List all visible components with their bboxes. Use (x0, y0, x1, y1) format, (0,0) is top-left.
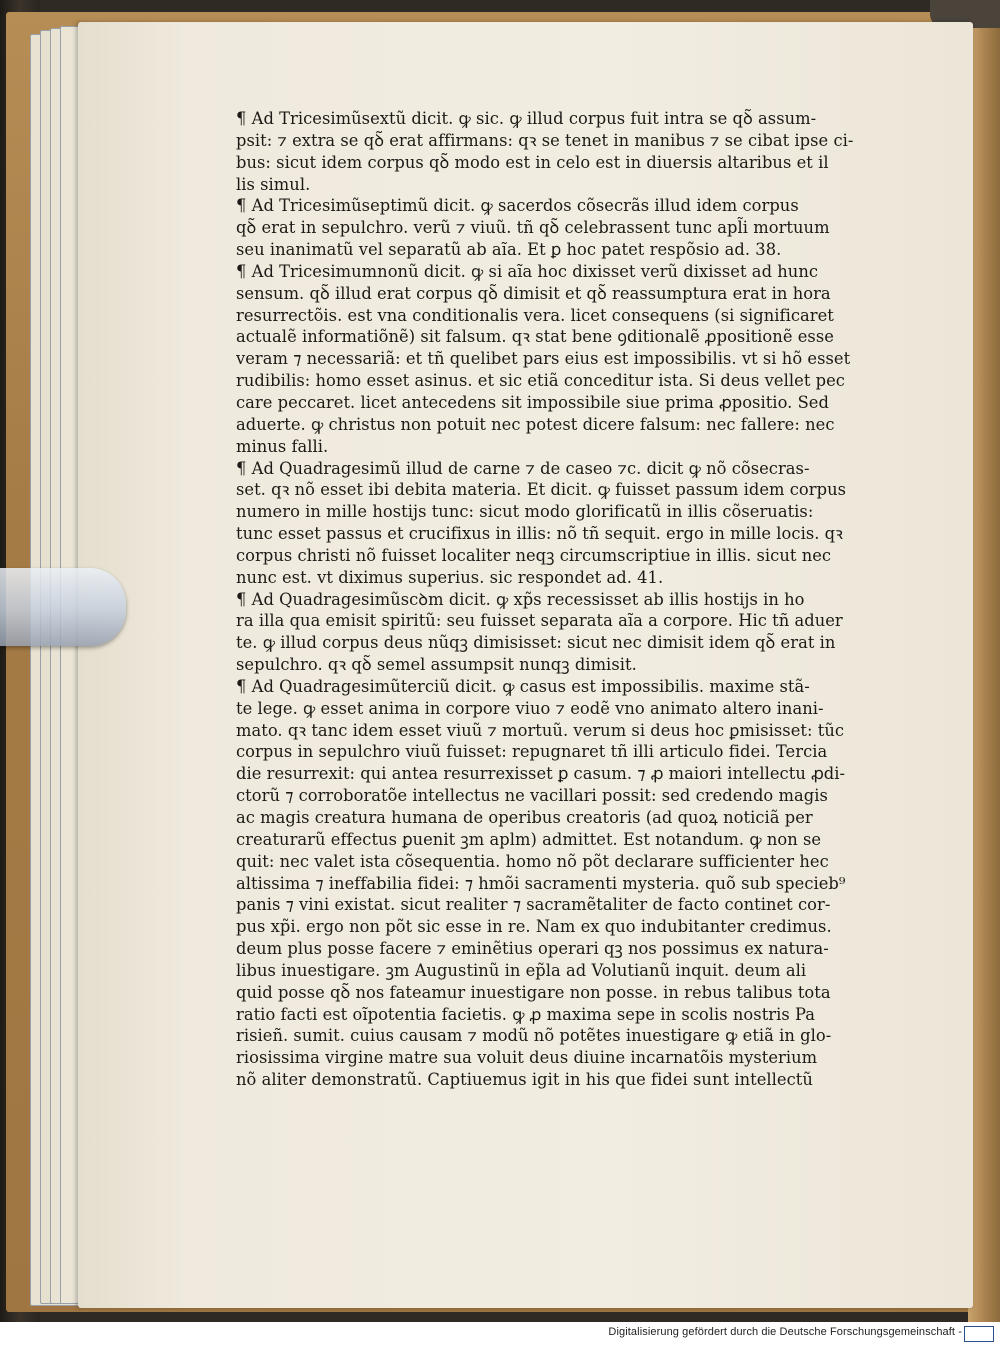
text-line: sensum. qꝺ̃ illud erat corpus qꝺ̃ dimisit et qꝺ̃ reassumptura erat in hora (236, 283, 831, 303)
footer-credit: Digitalisierung gefördert durch die Deutsche Forschungsgemeinschaft - (608, 1326, 962, 1338)
text-line: ¶ Ad Tricesimũsextũ dicit. ꝙ sic. ꝙ illud corpus fuit intra se qꝺ̃ assum- (236, 109, 817, 128)
text-line: panis ⁊ vini existat. sicut realiter ⁊ sacramẽtaliter de facto continet cor- (236, 895, 831, 915)
text-line: ¶ Ad Tricesimũseptimũ dicit. ꝙ sacerdos cõsecrãs illud idem corpus (236, 196, 799, 216)
text-line: te lege. ꝙ esset anima in corpore viuo ⁊ eodẽ vno animato altero inani- (236, 698, 824, 718)
text-line: ¶ Ad Quadragesimũ illud de carne ⁊ de caseo ⁊c. dicit ꝙ nõ cõsecras- (236, 458, 810, 478)
text-line: ra illa qua emisit spiritũ: seu fuisset separata aĩa a corpore. Hic tñ aduer (236, 611, 843, 631)
page-holder-clip (0, 568, 126, 646)
text-line: numero in mille hostijs tunc: sicut modo glorificatũ in illis cõseruatis: (236, 502, 814, 522)
text-line: deum plus posse facere ⁊ eminẽtius operari qꝫ nos possimus ex natura- (236, 939, 829, 959)
text-line: psit: ⁊ extra se qꝺ̃ erat affirmans: qꝛ se tenet in manibus ⁊ se cibat ipse ci- (236, 130, 854, 150)
text-line: pus xp̃i. ergo non põt sic esse in re. Nam ex quo indubitanter credimus. (236, 917, 832, 937)
text-line: tunc esset passus et crucifixus in illis: nõ tñ sequit. ergo in mille locis. qꝛ (236, 524, 843, 544)
text-line: nunc est. vt diximus superius. sic respondet ad. 41. (236, 567, 664, 587)
text-line: libus inuestigare. ꝫm Augustinũ in ep̃la ad Volutianũ inquit. deum ali (236, 960, 807, 980)
text-line: aduerte. ꝙ christus non potuit nec potest dicere falsum: nec fallere: nec (236, 414, 835, 434)
text-line: quit: nec valet ista cõsequentia. homo nõ põt declarare sufficienter hec (236, 851, 829, 871)
text-line: minus falli. (236, 436, 329, 456)
text-line: seu inanimatũ vel separatũ ab aĩa. Et ꝑ hoc patet respõsio ad. 38. (236, 240, 782, 260)
text-line: mato. qꝛ tanc idem esset viuũ ⁊ mortuũ. verum si deus hoc ꝑmisisset: tũc (236, 720, 845, 740)
text-line: die resurrexit: qui antea resurrexisset ꝑ casum. ⁊ ꝓ maiori intellectu ꝓdi- (236, 764, 846, 784)
text-line: qꝺ̃ erat in sepulchro. verũ ⁊ viuũ. tñ qꝺ̃ celebrassent tunc apl̃i mortuum (236, 218, 830, 238)
page-text-column (236, 108, 908, 1091)
text-line: ¶ Ad Quadragesimũscꝺm dicit. ꝙ xp̃s recessisset ab illis hostijs in ho (236, 589, 805, 609)
dfg-logo-icon (964, 1326, 994, 1342)
text-line: quid posse qꝺ̃ nos fateamur inuestigare non posse. in rebus talibus tota (236, 982, 831, 1002)
text-line: sepulchro. qꝛ qꝺ̃ semel assumpsit nunqꝫ dimisit. (236, 655, 637, 675)
text-line: riosissima virgine matre sua voluit deus diuine incarnatõis mysterium (236, 1048, 818, 1068)
text-line: corpus christi nõ fuisset localiter neqꝫ circumscriptiue in illis. sicut nec (236, 545, 832, 565)
text-line: veram ⁊ necessariã: et tñ quelibet pars eius est impossibilis. vt si hõ esset (236, 349, 851, 369)
text-line: te. ꝙ illud corpus deus nũqꝫ dimisisset: sicut nec dimisit idem qꝺ̃ erat in (236, 633, 836, 653)
text-line: risieñ. sumit. cuius causam ⁊ modũ nõ potẽtes inuestigare ꝙ etiã in glo- (236, 1026, 832, 1046)
text-line: ratio facti est oĩpotentia facietis. ꝙ ꝓ maxima sepe in scolis nostris Pa (236, 1004, 816, 1024)
text-line: set. qꝛ nõ esset ibi debita materia. Et dicit. ꝙ fuisset passum idem corpus (236, 480, 847, 500)
text-line: lis simul. (236, 174, 311, 194)
text-line: care peccaret. licet antecedens sit impossibile siue prima ꝓpositio. Sed (236, 392, 829, 412)
text-line: ¶ Ad Tricesimumnonũ dicit. ꝙ si aĩa hoc dixisset verũ dixisset ad hunc (236, 261, 819, 281)
text-line: ¶ Ad Quadragesimũterciũ dicit. ꝙ casus est impossibilis. maxime stã- (236, 676, 810, 696)
text-line: ac magis creatura humana de operibus creatoris (ad quoꝝ noticiã per (236, 808, 813, 827)
text-line: altissima ⁊ ineffabilia fidei: ⁊ hmõi sacramenti mysteria. quõ sub specieb⁹ (236, 873, 846, 893)
text-line: bus: sicut idem corpus qꝺ̃ modo est in celo est in diuersis altaribus et il (236, 152, 829, 172)
text-line: creaturarũ effectus ꝑuenit ꝫm aplm) admittet. Est notandum. ꝙ non se (236, 829, 822, 849)
text-line: nõ aliter demonstratũ. Captiuemus igit in his que fidei sunt intellectũ (236, 1070, 813, 1090)
text-line: corpus in sepulchro viuũ fuisset: repugnaret tñ illi articulo fidei. Tercia (236, 742, 828, 762)
text-line: ctorũ ⁊ corroboratõe intellectus ne vacillari possit: sed credendo magis (236, 786, 828, 806)
text-line: actualẽ informatiõnẽ) sit falsum. qꝛ stat bene ꝯditionalẽ ꝓpositionẽ esse (236, 327, 834, 347)
footer-bar (0, 1322, 1000, 1345)
text-line: resurrectõis. est vna conditionalis vera. licet consequens (si significaret (236, 305, 834, 325)
text-line: rudibilis: homo esset asinus. et sic etiã conceditur ista. Si deus vellet pec (236, 371, 845, 391)
